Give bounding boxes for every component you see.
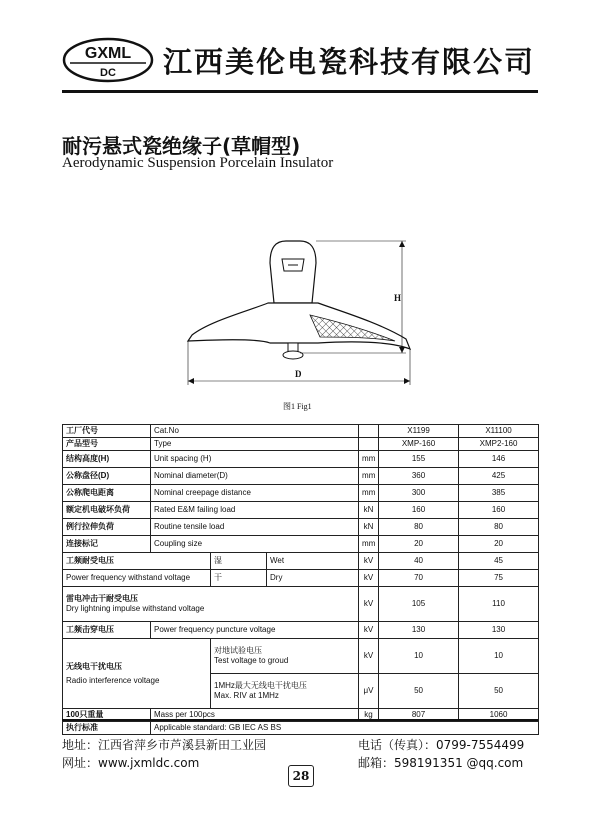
row-label-cn: 工频耐受电压	[63, 553, 211, 570]
table-row	[63, 639, 539, 674]
subrow-label-cn: 湿	[211, 553, 267, 570]
row-label-en: Power frequency puncture voltage	[151, 622, 359, 639]
row-label-cn: 工频击穿电压	[63, 622, 151, 639]
product-title-cn: 耐污悬式瓷绝缘子(草帽型)	[62, 134, 301, 158]
company-name: 江西美伦电瓷科技有限公司	[163, 45, 536, 79]
row-label-cn: 执行标准	[63, 722, 151, 735]
value-cell: 105	[379, 587, 459, 622]
row-label-cn: 雷电冲击干耐受电压	[66, 594, 138, 603]
row-label-en: Applicable standard: GB IEC AS BS	[151, 722, 539, 735]
value-cell: 50	[459, 674, 539, 709]
row-unit: mm	[359, 451, 379, 468]
table-row	[63, 451, 539, 468]
table-row	[63, 519, 539, 536]
row-unit: kV	[359, 639, 379, 674]
row-label-cn: 连接标记	[63, 536, 151, 553]
row-label-en: Coupling size	[151, 536, 359, 553]
table-row	[63, 536, 539, 553]
subrow-label-en: Test voltage to groud	[214, 656, 289, 665]
value-cell: 360	[379, 468, 459, 485]
row-label-en: Routine tensile load	[151, 519, 359, 536]
value-cell: 20	[379, 536, 459, 553]
value-cell: 155	[379, 451, 459, 468]
subrow-label-cn: 干	[211, 570, 267, 587]
row-label-cn: 例行拉伸负荷	[63, 519, 151, 536]
value-cell: 75	[459, 570, 539, 587]
subrow-label	[211, 639, 359, 674]
row-label-cn: 工厂代号	[63, 425, 151, 438]
value-cell: 425	[459, 468, 539, 485]
logo-text-bottom: DC	[100, 67, 116, 79]
footer-email[interactable]: 邮箱：598191351 @qq.com	[358, 756, 524, 770]
value-cell: X11100	[459, 425, 539, 438]
footer-divider	[62, 719, 538, 721]
table-row	[63, 502, 539, 519]
product-title-en: Aerodynamic Suspension Porcelain Insulator	[62, 155, 334, 171]
row-label-cn: 100只重量	[63, 709, 151, 722]
table-row	[63, 438, 539, 451]
subrow-label-en: Max. RIV at 1MHz	[214, 691, 279, 700]
value-cell: 160	[379, 502, 459, 519]
row-label-en: Cat.No	[151, 425, 359, 438]
table-row	[63, 468, 539, 485]
row-unit: kN	[359, 502, 379, 519]
subrow-label	[211, 674, 359, 709]
value-cell: 45	[459, 553, 539, 570]
value-cell: 160	[459, 502, 539, 519]
subrow-label-en: Dry	[267, 570, 359, 587]
row-unit: mm	[359, 536, 379, 553]
row-label-en: Power frequency withstand voltage	[63, 570, 211, 587]
footer-phone: 电话（传真）：0799-7554499	[358, 738, 525, 752]
table-row	[63, 622, 539, 639]
dimension-label-h: H	[394, 293, 402, 303]
row-label-en: Nominal diameter(D)	[151, 468, 359, 485]
row-label-cn: 公称爬电距离	[63, 485, 151, 502]
insulator-drawing	[170, 225, 430, 395]
footer-address: 地址：江西省萍乡市芦溪县新田工业园	[62, 738, 267, 752]
value-cell: 50	[379, 674, 459, 709]
spec-table	[62, 424, 539, 735]
logo-text-top: GXML	[84, 45, 132, 62]
row-label-cn: 额定机电破坏负荷	[63, 502, 151, 519]
row-label	[63, 639, 211, 709]
subrow-label-en: Wet	[267, 553, 359, 570]
value-cell: 385	[459, 485, 539, 502]
row-label-en: Unit spacing (H)	[151, 451, 359, 468]
row-label-en: Radio interference voltage	[66, 675, 160, 685]
value-cell: 300	[379, 485, 459, 502]
row-unit	[359, 438, 379, 451]
value-cell: 20	[459, 536, 539, 553]
row-label-cn: 无线电干扰电压	[66, 661, 122, 671]
value-cell: 146	[459, 451, 539, 468]
row-label-cn: 产品型号	[63, 438, 151, 451]
row-unit: kN	[359, 519, 379, 536]
row-label-cn: 结构高度(H)	[63, 451, 151, 468]
table-row	[63, 425, 539, 438]
subrow-label-cn: 1MHz最大无线电干扰电压	[214, 681, 307, 690]
value-cell: 1060	[459, 709, 539, 722]
value-cell: X1199	[379, 425, 459, 438]
value-cell: 70	[379, 570, 459, 587]
row-unit: mm	[359, 468, 379, 485]
row-unit: kV	[359, 587, 379, 622]
row-unit: kg	[359, 709, 379, 722]
value-cell: 80	[459, 519, 539, 536]
table-row	[63, 485, 539, 502]
value-cell: 10	[379, 639, 459, 674]
row-label-en: Mass per 100pcs	[151, 709, 359, 722]
value-cell: 130	[379, 622, 459, 639]
value-cell: 807	[379, 709, 459, 722]
row-label-cn: 公称盘径(D)	[63, 468, 151, 485]
row-unit: kV	[359, 570, 379, 587]
row-unit: mm	[359, 485, 379, 502]
value-cell: XMP2-160	[459, 438, 539, 451]
value-cell: 10	[459, 639, 539, 674]
insulator-shed	[188, 303, 410, 349]
dimension-label-d: D	[295, 369, 302, 379]
page-number: 28	[288, 765, 314, 787]
row-label-en: Type	[151, 438, 359, 451]
value-cell: XMP-160	[379, 438, 459, 451]
value-cell: 110	[459, 587, 539, 622]
table-row	[63, 553, 539, 570]
value-cell: 80	[379, 519, 459, 536]
row-unit	[359, 425, 379, 438]
insulator-cap	[270, 241, 316, 303]
row-label-en: Dry lightning impulse withstand voltage	[66, 604, 205, 613]
subrow-label-cn: 对地试验电压	[214, 646, 262, 655]
header-divider	[62, 90, 538, 93]
row-unit: μV	[359, 674, 379, 709]
row-unit: kV	[359, 622, 379, 639]
value-cell: 130	[459, 622, 539, 639]
row-unit: kV	[359, 553, 379, 570]
table-row	[63, 722, 539, 735]
figure-caption: 图1 Fig1	[283, 402, 312, 411]
row-label-en: Rated E&M failing load	[151, 502, 359, 519]
row-label	[63, 587, 359, 622]
table-row	[63, 587, 539, 622]
row-label-en: Nominal creepage distance	[151, 485, 359, 502]
company-logo	[62, 37, 154, 83]
value-cell: 40	[379, 553, 459, 570]
footer-website[interactable]: 网址：www.jxmldc.com	[62, 756, 200, 770]
table-row	[63, 570, 539, 587]
